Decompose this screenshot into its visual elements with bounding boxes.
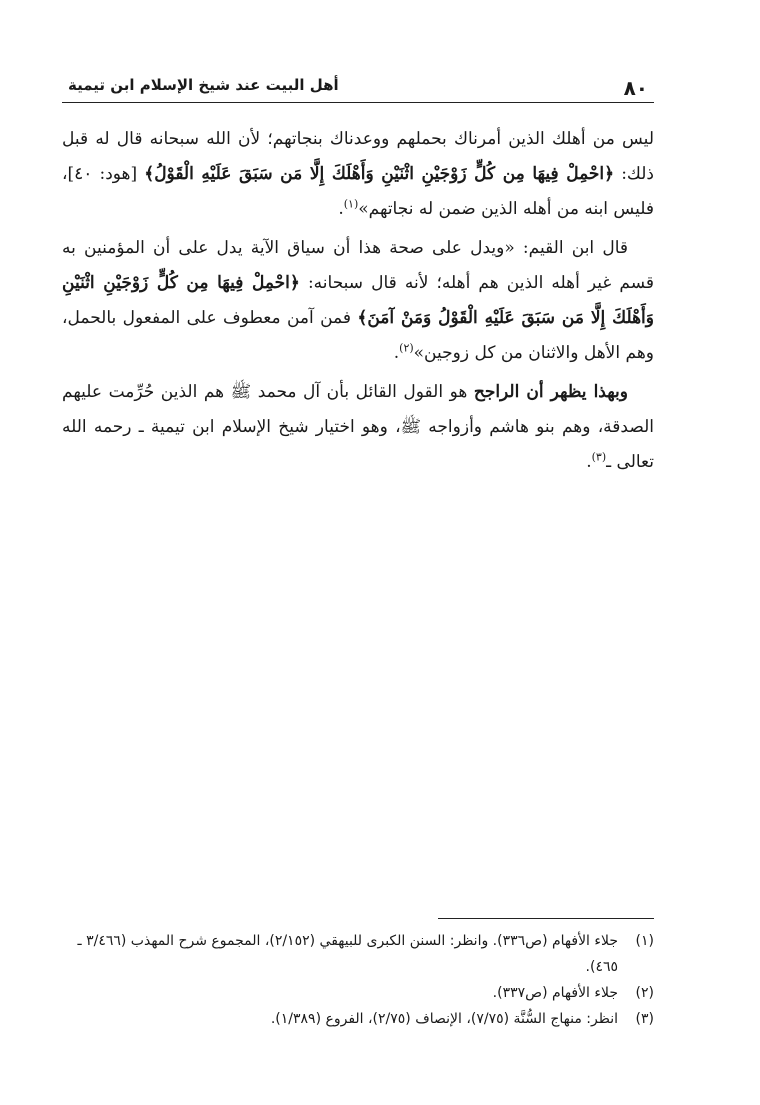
text-run: . — [586, 452, 592, 472]
footnotes — [62, 928, 654, 1032]
footnote-1 — [62, 928, 654, 980]
text-run: هو القول القائل بأن آل محمد ﷺ هم الذين حُرِّمت عليهم الصدقة، وهم بنو هاشم وأزواجه ﷺ، وهو اختيار شيخ الإسلام ابن تيمية ـ رحمه الله تعالى ـ — [62, 382, 654, 472]
footnote-divider — [438, 918, 654, 919]
text-run: قال ابن القيم: «ويدل على صحة هذا أن سياق الآية يدل على أن المؤمنين به قسم غير أهله الذين هم أهله؛ لأنه قال سبحانه: — [62, 238, 654, 293]
page-header — [62, 70, 654, 100]
text-run: . — [393, 343, 400, 363]
footnote-2 — [62, 980, 654, 1006]
footnote-text: جلاء الأفهام (ص٣٣٧). — [492, 985, 618, 1001]
footnote-ref[interactable]: (٣) — [591, 450, 607, 464]
page-number: ٨٠ — [623, 76, 648, 100]
footnote-3 — [62, 1006, 654, 1032]
text-run: ليس من أهلك الذين أمرناك بحملهم ووعدناك بنجاتهم؛ لأن الله سبحانه قال له قبل ذلك: — [62, 129, 654, 184]
footnote-number: (١) — [635, 933, 654, 949]
paragraph-2 — [62, 231, 654, 371]
footnote-number: (٢) — [635, 985, 654, 1001]
footnote-ref[interactable]: (١) — [343, 197, 359, 211]
paragraph-1 — [62, 122, 654, 227]
footnote-text: انظر: منهاج السُّنَّة (٧/٧٥)، الإنصاف (٢/٧٥)، الفروع (١/٣٨٩). — [270, 1011, 618, 1027]
quran-verse: ﴿احْمِلْ فِيهَا مِن كُلٍّ زَوْجَيْنِ اثْنَيْنِ وَأَهْلَكَ إِلَّا مَن سَبَقَ عَلَيْهِ الْقَوْلُ وَمَنْ آمَنَ﴾ — [62, 273, 654, 328]
text-run: [هود: ٤٠]، فليس ابنه من أهله الذين ضمن له نجاتهم» — [62, 164, 654, 219]
paragraph-3 — [62, 375, 654, 480]
emphasis-text: وبهذا يظهر أن الراجح — [473, 382, 628, 402]
text-run: فمن آمن معطوف على المفعول بالحمل، وهم الأهل والاثنان من كل زوجين» — [62, 308, 654, 363]
quran-verse: ﴿احْمِلْ فِيهَا مِن كُلٍّ زَوْجَيْنِ اثْنَيْنِ وَأَهْلَكَ إِلَّا مَن سَبَقَ عَلَيْهِ الْقَوْلُ﴾ — [144, 164, 615, 184]
footnote-text: جلاء الأفهام (ص٣٣٦). وانظر: السنن الكبرى للبيهقي (٢/١٥٢)، المجموع شرح المهذب (٣/٤٦٦ ـ ٤٦٥). — [77, 933, 618, 975]
footnote-number: (٣) — [635, 1011, 654, 1027]
main-text — [62, 122, 654, 484]
header-divider — [62, 102, 654, 103]
running-title: أهل البيت عند شيخ الإسلام ابن تيمية — [68, 76, 339, 94]
footnote-ref[interactable]: (٢) — [399, 341, 414, 355]
text-run: . — [338, 199, 344, 219]
